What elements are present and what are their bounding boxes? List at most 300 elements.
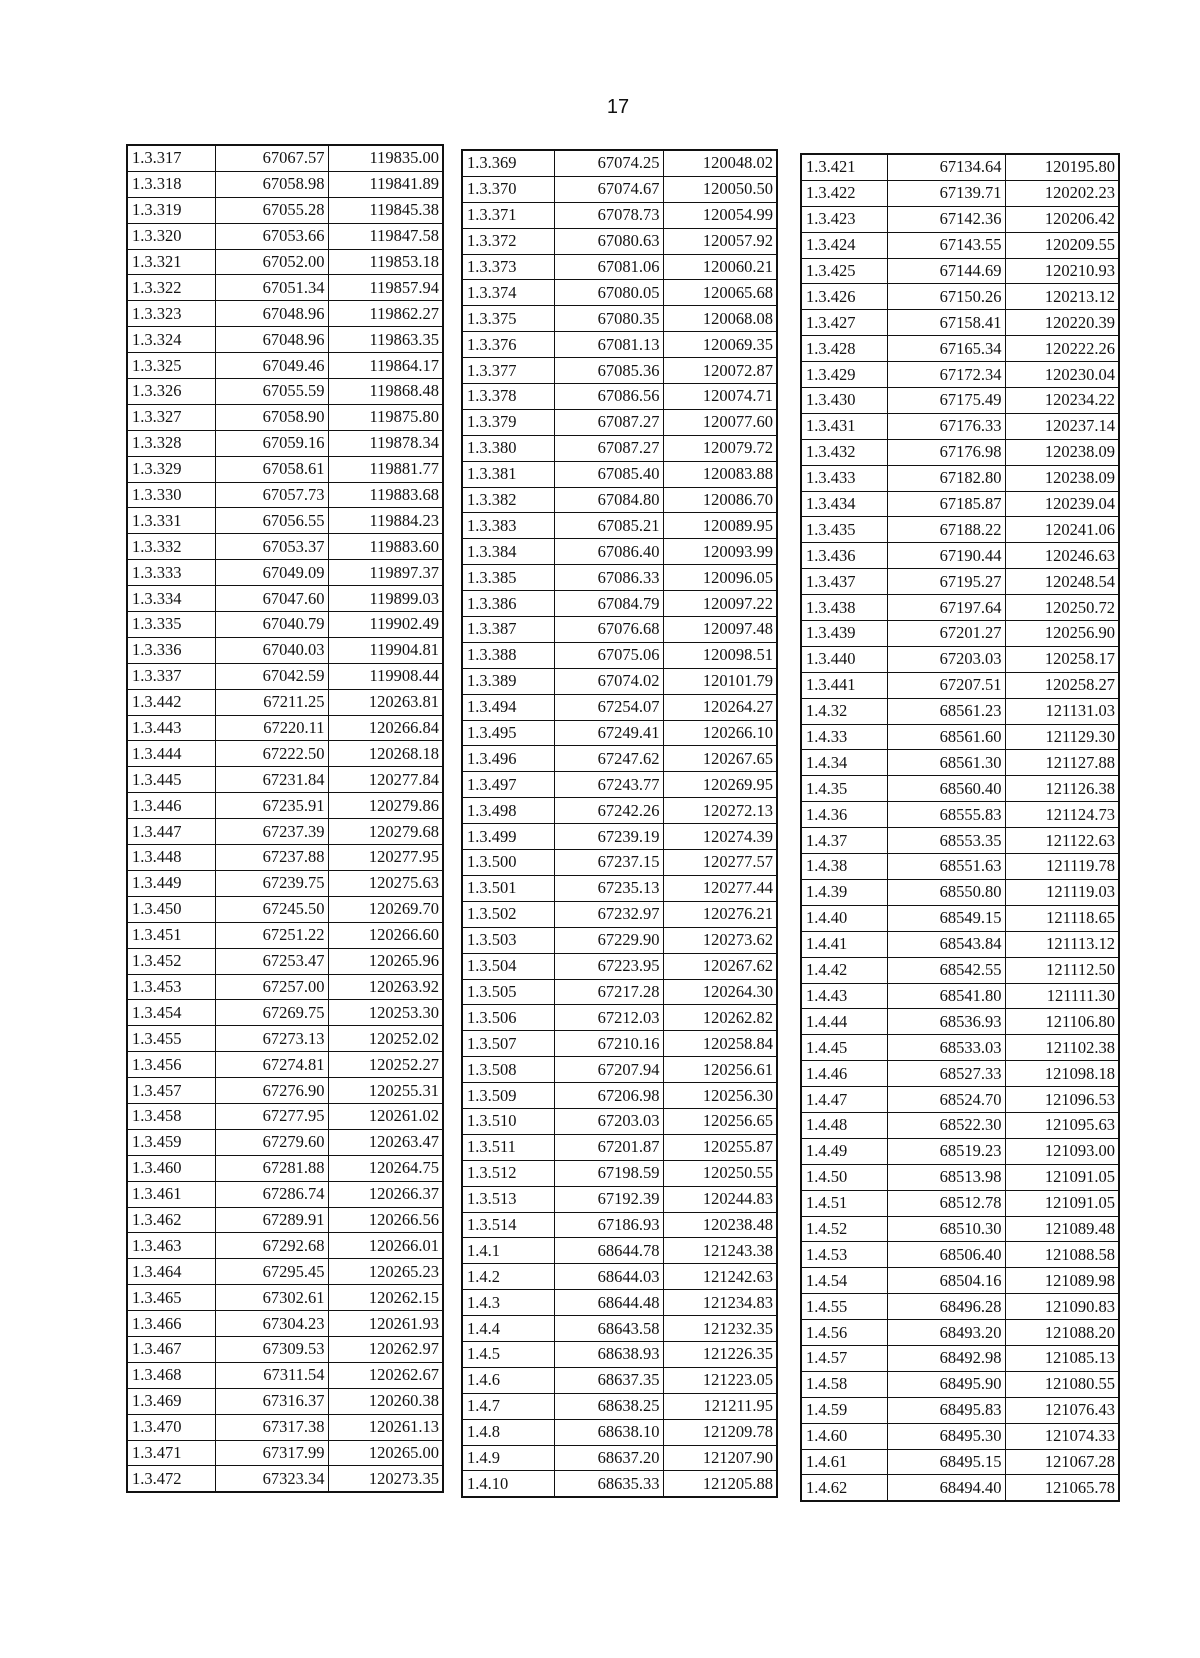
point-id-cell: 1.3.332 bbox=[127, 534, 215, 560]
point-id-cell: 1.3.466 bbox=[127, 1311, 215, 1337]
y-coordinate-cell: 120239.04 bbox=[1005, 491, 1119, 517]
y-coordinate-cell: 120241.06 bbox=[1005, 517, 1119, 543]
table-row bbox=[801, 154, 1119, 180]
point-id-cell: 1.3.322 bbox=[127, 275, 215, 301]
y-coordinate-cell: 120255.87 bbox=[663, 1134, 777, 1160]
x-coordinate-cell: 67058.98 bbox=[215, 171, 328, 197]
x-coordinate-cell: 67276.90 bbox=[215, 1078, 328, 1104]
y-coordinate-cell: 120230.04 bbox=[1005, 362, 1119, 388]
point-id-cell: 1.3.507 bbox=[462, 1031, 554, 1057]
table-row bbox=[127, 456, 443, 482]
table-row bbox=[801, 1449, 1119, 1475]
x-coordinate-cell: 68506.40 bbox=[887, 1242, 1005, 1268]
x-coordinate-cell: 68561.23 bbox=[887, 698, 1005, 724]
y-coordinate-cell: 121207.90 bbox=[663, 1445, 777, 1471]
point-id-cell: 1.3.433 bbox=[801, 465, 887, 491]
point-id-cell: 1.3.450 bbox=[127, 896, 215, 922]
table-row bbox=[462, 668, 777, 694]
point-id-cell: 1.3.469 bbox=[127, 1388, 215, 1414]
point-id-cell: 1.3.380 bbox=[462, 435, 554, 461]
point-id-cell: 1.4.45 bbox=[801, 1035, 887, 1061]
x-coordinate-cell: 67232.97 bbox=[554, 901, 663, 927]
coordinate-table-3 bbox=[800, 153, 1120, 1502]
table-row bbox=[462, 1367, 777, 1393]
x-coordinate-cell: 67074.02 bbox=[554, 668, 663, 694]
x-coordinate-cell: 68522.30 bbox=[887, 1112, 1005, 1138]
x-coordinate-cell: 67049.09 bbox=[215, 560, 328, 586]
x-coordinate-cell: 68495.15 bbox=[887, 1449, 1005, 1475]
table-row bbox=[127, 223, 443, 249]
y-coordinate-cell: 120086.70 bbox=[663, 487, 777, 513]
x-coordinate-cell: 67286.74 bbox=[215, 1181, 328, 1207]
table-row bbox=[462, 461, 777, 487]
y-coordinate-cell: 120262.97 bbox=[328, 1336, 443, 1362]
x-coordinate-cell: 68494.40 bbox=[887, 1475, 1005, 1501]
table-row bbox=[801, 517, 1119, 543]
point-id-cell: 1.3.321 bbox=[127, 249, 215, 275]
table-row bbox=[462, 642, 777, 668]
point-id-cell: 1.3.426 bbox=[801, 284, 887, 310]
x-coordinate-cell: 67078.73 bbox=[554, 202, 663, 228]
y-coordinate-cell: 121119.03 bbox=[1005, 879, 1119, 905]
table-row bbox=[462, 694, 777, 720]
y-coordinate-cell: 120279.86 bbox=[328, 793, 443, 819]
x-coordinate-cell: 68524.70 bbox=[887, 1087, 1005, 1113]
table-row bbox=[801, 491, 1119, 517]
y-coordinate-cell: 119847.58 bbox=[328, 223, 443, 249]
table-row bbox=[462, 487, 777, 513]
table-row bbox=[462, 1419, 777, 1445]
y-coordinate-cell: 120213.12 bbox=[1005, 284, 1119, 310]
point-id-cell: 1.3.320 bbox=[127, 223, 215, 249]
point-id-cell: 1.4.59 bbox=[801, 1397, 887, 1423]
y-coordinate-cell: 120244.83 bbox=[663, 1186, 777, 1212]
y-coordinate-cell: 121095.63 bbox=[1005, 1112, 1119, 1138]
point-id-cell: 1.4.51 bbox=[801, 1190, 887, 1216]
point-id-cell: 1.3.378 bbox=[462, 384, 554, 410]
point-id-cell: 1.3.460 bbox=[127, 1155, 215, 1181]
x-coordinate-cell: 67239.75 bbox=[215, 870, 328, 896]
x-coordinate-cell: 67292.68 bbox=[215, 1233, 328, 1259]
table-row bbox=[801, 465, 1119, 491]
table-row bbox=[462, 1005, 777, 1031]
y-coordinate-cell: 120269.70 bbox=[328, 896, 443, 922]
point-id-cell: 1.3.463 bbox=[127, 1233, 215, 1259]
x-coordinate-cell: 67235.13 bbox=[554, 875, 663, 901]
x-coordinate-cell: 67080.05 bbox=[554, 280, 663, 306]
x-coordinate-cell: 68504.16 bbox=[887, 1268, 1005, 1294]
point-id-cell: 1.3.464 bbox=[127, 1259, 215, 1285]
y-coordinate-cell: 119857.94 bbox=[328, 275, 443, 301]
point-id-cell: 1.3.375 bbox=[462, 306, 554, 332]
y-coordinate-cell: 121067.28 bbox=[1005, 1449, 1119, 1475]
y-coordinate-cell: 120275.63 bbox=[328, 870, 443, 896]
point-id-cell: 1.3.512 bbox=[462, 1160, 554, 1186]
point-id-cell: 1.3.501 bbox=[462, 875, 554, 901]
table-row bbox=[127, 249, 443, 275]
table-row bbox=[127, 1311, 443, 1337]
table-row bbox=[801, 1061, 1119, 1087]
table-row bbox=[127, 508, 443, 534]
y-coordinate-cell: 120089.95 bbox=[663, 513, 777, 539]
x-coordinate-cell: 67042.59 bbox=[215, 663, 328, 689]
table-row bbox=[127, 1000, 443, 1026]
x-coordinate-cell: 67085.40 bbox=[554, 461, 663, 487]
y-coordinate-cell: 120238.09 bbox=[1005, 465, 1119, 491]
x-coordinate-cell: 67056.55 bbox=[215, 508, 328, 534]
x-coordinate-cell: 67206.98 bbox=[554, 1083, 663, 1109]
point-id-cell: 1.3.499 bbox=[462, 824, 554, 850]
y-coordinate-cell: 121091.05 bbox=[1005, 1190, 1119, 1216]
y-coordinate-cell: 120048.02 bbox=[663, 150, 777, 176]
point-id-cell: 1.3.427 bbox=[801, 310, 887, 336]
point-id-cell: 1.3.376 bbox=[462, 332, 554, 358]
point-id-cell: 1.3.447 bbox=[127, 819, 215, 845]
x-coordinate-cell: 68519.23 bbox=[887, 1138, 1005, 1164]
point-id-cell: 1.3.430 bbox=[801, 388, 887, 414]
y-coordinate-cell: 120264.30 bbox=[663, 979, 777, 1005]
point-id-cell: 1.4.44 bbox=[801, 1009, 887, 1035]
x-coordinate-cell: 67081.13 bbox=[554, 332, 663, 358]
table-row bbox=[801, 1035, 1119, 1061]
x-coordinate-cell: 67195.27 bbox=[887, 569, 1005, 595]
y-coordinate-cell: 121106.80 bbox=[1005, 1009, 1119, 1035]
y-coordinate-cell: 120260.38 bbox=[328, 1388, 443, 1414]
table-row bbox=[462, 254, 777, 280]
table-row bbox=[801, 750, 1119, 776]
y-coordinate-cell: 119864.17 bbox=[328, 353, 443, 379]
point-id-cell: 1.3.510 bbox=[462, 1108, 554, 1134]
point-id-cell: 1.3.458 bbox=[127, 1103, 215, 1129]
table-row bbox=[462, 1393, 777, 1419]
y-coordinate-cell: 120060.21 bbox=[663, 254, 777, 280]
table-row bbox=[127, 301, 443, 327]
y-coordinate-cell: 119883.68 bbox=[328, 482, 443, 508]
point-id-cell: 1.3.371 bbox=[462, 202, 554, 228]
table-row bbox=[127, 1388, 443, 1414]
point-id-cell: 1.3.329 bbox=[127, 456, 215, 482]
table-row bbox=[801, 1397, 1119, 1423]
y-coordinate-cell: 120054.99 bbox=[663, 202, 777, 228]
table-row bbox=[127, 1181, 443, 1207]
point-id-cell: 1.4.62 bbox=[801, 1475, 887, 1501]
x-coordinate-cell: 68536.93 bbox=[887, 1009, 1005, 1035]
y-coordinate-cell: 121131.03 bbox=[1005, 698, 1119, 724]
table-row bbox=[462, 435, 777, 461]
x-coordinate-cell: 67172.34 bbox=[887, 362, 1005, 388]
table-row bbox=[462, 617, 777, 643]
y-coordinate-cell: 119897.37 bbox=[328, 560, 443, 586]
table-row bbox=[462, 332, 777, 358]
point-id-cell: 1.3.379 bbox=[462, 409, 554, 435]
x-coordinate-cell: 67277.95 bbox=[215, 1103, 328, 1129]
y-coordinate-cell: 121226.35 bbox=[663, 1341, 777, 1367]
table-row bbox=[462, 798, 777, 824]
table-row bbox=[127, 534, 443, 560]
y-coordinate-cell: 120195.80 bbox=[1005, 154, 1119, 180]
point-id-cell: 1.3.323 bbox=[127, 301, 215, 327]
point-id-cell: 1.3.506 bbox=[462, 1005, 554, 1031]
point-id-cell: 1.3.468 bbox=[127, 1362, 215, 1388]
table-row bbox=[462, 1031, 777, 1057]
table-row bbox=[462, 720, 777, 746]
table-row bbox=[127, 1052, 443, 1078]
table-row bbox=[127, 1362, 443, 1388]
table-row bbox=[801, 1294, 1119, 1320]
point-id-cell: 1.4.8 bbox=[462, 1419, 554, 1445]
point-id-cell: 1.3.453 bbox=[127, 974, 215, 1000]
x-coordinate-cell: 67243.77 bbox=[554, 772, 663, 798]
point-id-cell: 1.3.457 bbox=[127, 1078, 215, 1104]
x-coordinate-cell: 67223.95 bbox=[554, 953, 663, 979]
point-id-cell: 1.3.388 bbox=[462, 642, 554, 668]
x-coordinate-cell: 67176.33 bbox=[887, 413, 1005, 439]
point-id-cell: 1.3.431 bbox=[801, 413, 887, 439]
x-coordinate-cell: 68643.58 bbox=[554, 1316, 663, 1342]
y-coordinate-cell: 120222.26 bbox=[1005, 336, 1119, 362]
y-coordinate-cell: 120234.22 bbox=[1005, 388, 1119, 414]
y-coordinate-cell: 120097.22 bbox=[663, 591, 777, 617]
point-id-cell: 1.4.52 bbox=[801, 1216, 887, 1242]
y-coordinate-cell: 121074.33 bbox=[1005, 1423, 1119, 1449]
y-coordinate-cell: 120069.35 bbox=[663, 332, 777, 358]
y-coordinate-cell: 121080.55 bbox=[1005, 1371, 1119, 1397]
table-row bbox=[127, 1233, 443, 1259]
point-id-cell: 1.4.53 bbox=[801, 1242, 887, 1268]
x-coordinate-cell: 67229.90 bbox=[554, 927, 663, 953]
y-coordinate-cell: 120266.01 bbox=[328, 1233, 443, 1259]
table-row bbox=[127, 637, 443, 663]
table-row bbox=[801, 1087, 1119, 1113]
table-row bbox=[127, 974, 443, 1000]
point-id-cell: 1.4.39 bbox=[801, 879, 887, 905]
y-coordinate-cell: 120265.00 bbox=[328, 1440, 443, 1466]
x-coordinate-cell: 67047.60 bbox=[215, 586, 328, 612]
table-row bbox=[462, 384, 777, 410]
point-id-cell: 1.4.58 bbox=[801, 1371, 887, 1397]
x-coordinate-cell: 67192.39 bbox=[554, 1186, 663, 1212]
table-row bbox=[127, 663, 443, 689]
point-id-cell: 1.3.438 bbox=[801, 595, 887, 621]
y-coordinate-cell: 120248.54 bbox=[1005, 569, 1119, 595]
table-row bbox=[801, 1320, 1119, 1346]
point-id-cell: 1.4.1 bbox=[462, 1238, 554, 1264]
y-coordinate-cell: 121118.65 bbox=[1005, 905, 1119, 931]
x-coordinate-cell: 68527.33 bbox=[887, 1061, 1005, 1087]
y-coordinate-cell: 120098.51 bbox=[663, 642, 777, 668]
y-coordinate-cell: 121091.05 bbox=[1005, 1164, 1119, 1190]
table-row bbox=[462, 953, 777, 979]
point-id-cell: 1.3.382 bbox=[462, 487, 554, 513]
x-coordinate-cell: 68644.03 bbox=[554, 1264, 663, 1290]
y-coordinate-cell: 120272.13 bbox=[663, 798, 777, 824]
point-id-cell: 1.3.434 bbox=[801, 491, 887, 517]
table-row bbox=[462, 1134, 777, 1160]
table-row bbox=[127, 689, 443, 715]
y-coordinate-cell: 120266.10 bbox=[663, 720, 777, 746]
point-id-cell: 1.3.467 bbox=[127, 1336, 215, 1362]
x-coordinate-cell: 67143.55 bbox=[887, 232, 1005, 258]
y-coordinate-cell: 120202.23 bbox=[1005, 180, 1119, 206]
table-row bbox=[462, 1471, 777, 1497]
point-id-cell: 1.4.42 bbox=[801, 957, 887, 983]
y-coordinate-cell: 121243.38 bbox=[663, 1238, 777, 1264]
x-coordinate-cell: 67185.87 bbox=[887, 491, 1005, 517]
point-id-cell: 1.3.502 bbox=[462, 901, 554, 927]
table-row bbox=[127, 586, 443, 612]
x-coordinate-cell: 68533.03 bbox=[887, 1035, 1005, 1061]
table-row bbox=[801, 336, 1119, 362]
x-coordinate-cell: 67086.56 bbox=[554, 384, 663, 410]
table-row bbox=[801, 1371, 1119, 1397]
point-id-cell: 1.3.331 bbox=[127, 508, 215, 534]
point-id-cell: 1.3.421 bbox=[801, 154, 887, 180]
y-coordinate-cell: 120250.55 bbox=[663, 1160, 777, 1186]
point-id-cell: 1.4.36 bbox=[801, 802, 887, 828]
table-row bbox=[462, 1083, 777, 1109]
point-id-cell: 1.4.57 bbox=[801, 1345, 887, 1371]
y-coordinate-cell: 120262.67 bbox=[328, 1362, 443, 1388]
x-coordinate-cell: 67302.61 bbox=[215, 1285, 328, 1311]
table-row bbox=[127, 845, 443, 871]
table-row bbox=[801, 1475, 1119, 1501]
table-row bbox=[462, 772, 777, 798]
point-id-cell: 1.3.509 bbox=[462, 1083, 554, 1109]
table-row bbox=[801, 1268, 1119, 1294]
x-coordinate-cell: 68644.78 bbox=[554, 1238, 663, 1264]
x-coordinate-cell: 67080.35 bbox=[554, 306, 663, 332]
table-row bbox=[801, 206, 1119, 232]
y-coordinate-cell: 120269.95 bbox=[663, 772, 777, 798]
x-coordinate-cell: 67211.25 bbox=[215, 689, 328, 715]
x-coordinate-cell: 68638.25 bbox=[554, 1393, 663, 1419]
point-id-cell: 1.3.387 bbox=[462, 617, 554, 643]
x-coordinate-cell: 67201.27 bbox=[887, 621, 1005, 647]
x-coordinate-cell: 68542.55 bbox=[887, 957, 1005, 983]
x-coordinate-cell: 68550.80 bbox=[887, 879, 1005, 905]
point-id-cell: 1.3.328 bbox=[127, 430, 215, 456]
x-coordinate-cell: 67210.16 bbox=[554, 1031, 663, 1057]
table-row bbox=[801, 802, 1119, 828]
point-id-cell: 1.3.454 bbox=[127, 1000, 215, 1026]
table-row bbox=[462, 409, 777, 435]
point-id-cell: 1.4.55 bbox=[801, 1294, 887, 1320]
y-coordinate-cell: 120265.23 bbox=[328, 1259, 443, 1285]
point-id-cell: 1.4.32 bbox=[801, 698, 887, 724]
y-coordinate-cell: 121209.78 bbox=[663, 1419, 777, 1445]
point-id-cell: 1.3.325 bbox=[127, 353, 215, 379]
y-coordinate-cell: 120263.81 bbox=[328, 689, 443, 715]
x-coordinate-cell: 68495.90 bbox=[887, 1371, 1005, 1397]
y-coordinate-cell: 121093.00 bbox=[1005, 1138, 1119, 1164]
table-row bbox=[801, 854, 1119, 880]
x-coordinate-cell: 67084.80 bbox=[554, 487, 663, 513]
y-coordinate-cell: 120210.93 bbox=[1005, 258, 1119, 284]
y-coordinate-cell: 121065.78 bbox=[1005, 1475, 1119, 1501]
point-id-cell: 1.3.498 bbox=[462, 798, 554, 824]
table-row bbox=[801, 362, 1119, 388]
table-row bbox=[127, 1259, 443, 1285]
x-coordinate-cell: 67316.37 bbox=[215, 1388, 328, 1414]
y-coordinate-cell: 120083.88 bbox=[663, 461, 777, 487]
table-row bbox=[462, 1057, 777, 1083]
y-coordinate-cell: 120074.71 bbox=[663, 384, 777, 410]
table-row bbox=[127, 275, 443, 301]
point-id-cell: 1.4.48 bbox=[801, 1112, 887, 1138]
point-id-cell: 1.3.470 bbox=[127, 1414, 215, 1440]
y-coordinate-cell: 120079.72 bbox=[663, 435, 777, 461]
y-coordinate-cell: 119841.89 bbox=[328, 171, 443, 197]
x-coordinate-cell: 68492.98 bbox=[887, 1345, 1005, 1371]
table-row bbox=[801, 1190, 1119, 1216]
x-coordinate-cell: 67087.27 bbox=[554, 435, 663, 461]
x-coordinate-cell: 67058.90 bbox=[215, 404, 328, 430]
table-row bbox=[127, 1440, 443, 1466]
point-id-cell: 1.4.60 bbox=[801, 1423, 887, 1449]
table-row bbox=[127, 327, 443, 353]
point-id-cell: 1.4.6 bbox=[462, 1367, 554, 1393]
y-coordinate-cell: 121124.73 bbox=[1005, 802, 1119, 828]
x-coordinate-cell: 67085.36 bbox=[554, 358, 663, 384]
table-row bbox=[462, 875, 777, 901]
table-row bbox=[462, 1290, 777, 1316]
table-row bbox=[801, 284, 1119, 310]
y-coordinate-cell: 120209.55 bbox=[1005, 232, 1119, 258]
y-coordinate-cell: 121085.13 bbox=[1005, 1345, 1119, 1371]
table-row bbox=[127, 922, 443, 948]
y-coordinate-cell: 120101.79 bbox=[663, 668, 777, 694]
x-coordinate-cell: 67074.25 bbox=[554, 150, 663, 176]
point-id-cell: 1.4.4 bbox=[462, 1316, 554, 1342]
point-id-cell: 1.3.496 bbox=[462, 746, 554, 772]
point-id-cell: 1.3.495 bbox=[462, 720, 554, 746]
point-id-cell: 1.3.381 bbox=[462, 461, 554, 487]
x-coordinate-cell: 67176.98 bbox=[887, 439, 1005, 465]
y-coordinate-cell: 119862.27 bbox=[328, 301, 443, 327]
y-coordinate-cell: 120261.13 bbox=[328, 1414, 443, 1440]
table-row bbox=[801, 724, 1119, 750]
table-row bbox=[801, 957, 1119, 983]
x-coordinate-cell: 67323.34 bbox=[215, 1466, 328, 1492]
point-id-cell: 1.3.384 bbox=[462, 539, 554, 565]
x-coordinate-cell: 67059.16 bbox=[215, 430, 328, 456]
table-row bbox=[127, 1414, 443, 1440]
table-row bbox=[462, 176, 777, 202]
point-id-cell: 1.4.2 bbox=[462, 1264, 554, 1290]
y-coordinate-cell: 120258.17 bbox=[1005, 646, 1119, 672]
table-row bbox=[127, 1129, 443, 1155]
y-coordinate-cell: 120256.65 bbox=[663, 1108, 777, 1134]
x-coordinate-cell: 67150.26 bbox=[887, 284, 1005, 310]
y-coordinate-cell: 120277.95 bbox=[328, 845, 443, 871]
point-id-cell: 1.3.327 bbox=[127, 404, 215, 430]
y-coordinate-cell: 121089.48 bbox=[1005, 1216, 1119, 1242]
x-coordinate-cell: 68493.20 bbox=[887, 1320, 1005, 1346]
x-coordinate-cell: 68541.80 bbox=[887, 983, 1005, 1009]
table-row bbox=[127, 353, 443, 379]
table-row bbox=[127, 612, 443, 638]
table-row bbox=[801, 413, 1119, 439]
x-coordinate-cell: 67317.99 bbox=[215, 1440, 328, 1466]
y-coordinate-cell: 120273.62 bbox=[663, 927, 777, 953]
y-coordinate-cell: 120277.57 bbox=[663, 850, 777, 876]
x-coordinate-cell: 67311.54 bbox=[215, 1362, 328, 1388]
table-row bbox=[127, 819, 443, 845]
y-coordinate-cell: 120256.61 bbox=[663, 1057, 777, 1083]
table-row bbox=[801, 672, 1119, 698]
point-id-cell: 1.3.471 bbox=[127, 1440, 215, 1466]
point-id-cell: 1.3.335 bbox=[127, 612, 215, 638]
